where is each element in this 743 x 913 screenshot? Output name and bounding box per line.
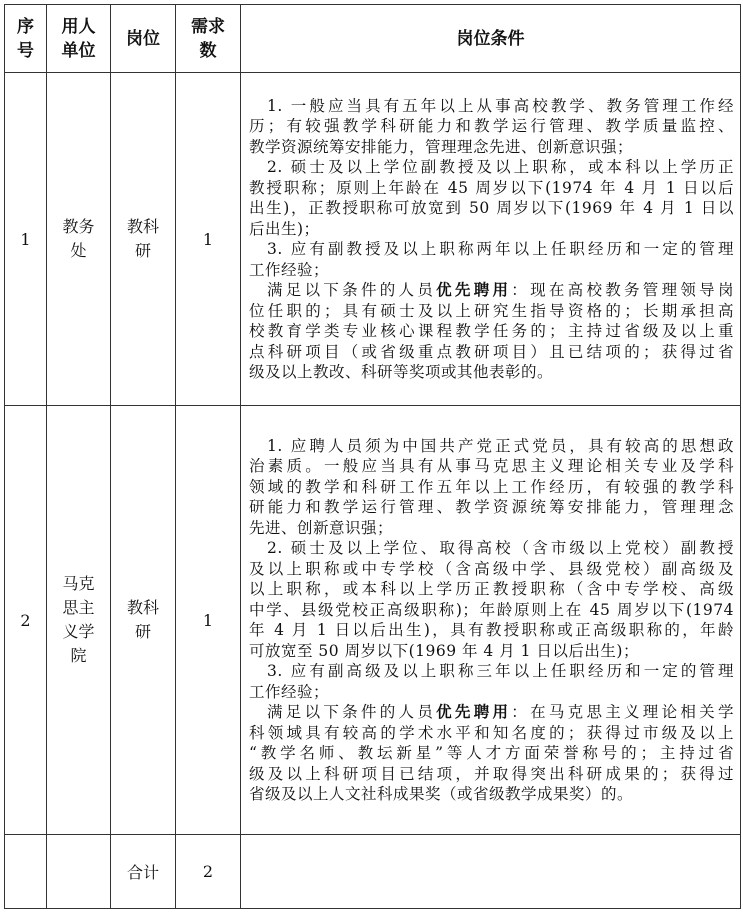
header-unit	[47, 5, 111, 73]
post-text: 研	[134, 622, 151, 641]
condition-line	[249, 362, 734, 383]
condition-text: 满足以下条件的人员	[267, 703, 437, 721]
header-post: 岗位	[111, 5, 176, 73]
cell-no: 2	[5, 406, 47, 835]
total-label: 合计	[111, 835, 176, 909]
condition-line	[249, 559, 734, 580]
cell-conditions	[241, 73, 741, 406]
condition-line	[249, 518, 734, 539]
condition-text: 后出生)；	[249, 219, 320, 238]
condition-line	[249, 764, 734, 785]
cell-empty	[5, 835, 47, 909]
condition-text: 级及以上教改、科研等奖项或其他表彰的。	[249, 363, 554, 381]
condition-line	[249, 682, 734, 703]
condition-line	[249, 579, 734, 600]
condition-text: 教学资源统筹安排能力，管理理念先进、创新意识强；	[249, 137, 634, 156]
condition-text: 1. 应聘人员须为中国共产党正式党员，具有较高的思想政	[267, 436, 734, 455]
condition-text: 研能力和教学运行管理、教学资源统筹安排能力，管理理念	[249, 498, 734, 516]
header-row	[5, 5, 741, 73]
condition-text: 级及以上科研项目已结项，并取得突出科研成果的；获得过	[249, 764, 734, 783]
condition-line	[249, 157, 734, 178]
cell-unit	[47, 406, 111, 835]
condition-text: ：在马克思主义理论相关学	[511, 703, 734, 721]
condition-line	[249, 280, 734, 301]
cell-empty	[241, 835, 741, 909]
condition-text: 治素质。一般应当具有从事马克思主义理论相关专业及学科	[249, 457, 734, 475]
condition-line	[249, 641, 734, 662]
condition-line	[249, 137, 734, 158]
condition-line	[249, 219, 734, 240]
condition-text: 满足以下条件的人员	[267, 281, 437, 299]
condition-text: 工作经验；	[249, 260, 330, 279]
header-no	[5, 5, 47, 73]
condition-text: 2. 硕士及以上学位副教授及以上职称，或本科以上学历正	[267, 158, 734, 176]
condition-text: 科领域具有较高的学术水平和知名度的；获得过市级及以上	[249, 723, 734, 742]
condition-text: 工作经验；	[249, 682, 330, 701]
table-row	[5, 406, 741, 835]
condition-line	[249, 96, 734, 117]
condition-line	[249, 116, 734, 137]
condition-text: 及以上职称或中专学校（含高级中学、县级党校）副高级及	[249, 559, 734, 578]
condition-text: 3. 应有副教授及以上职称两年以上任职经历和一定的管理	[267, 240, 734, 258]
table-row	[5, 73, 741, 406]
header-text: 序	[17, 16, 34, 37]
condition-text: 2. 硕士及以上学位、取得高校（含市级以上党校）副教授	[267, 539, 734, 557]
post-text: 教科	[126, 598, 159, 617]
condition-text: 可放宽至 50 周岁以下(1969 年 4 月 1 日以后出生)；	[249, 641, 639, 660]
condition-line	[249, 260, 734, 281]
total-row	[5, 835, 741, 909]
condition-text: 领域的教学和科研工作五年以上工作经历，有较强的教学科	[249, 477, 734, 496]
priority-hire-emphasis: 优先聘用	[436, 280, 512, 299]
unit-text: 处	[70, 241, 87, 260]
condition-line	[249, 497, 734, 518]
condition-text: 以上职称，或本科以上学历正教授职称（含中专学校、高级	[249, 580, 734, 598]
condition-line	[249, 661, 734, 682]
total-count: 2	[176, 835, 241, 909]
header-text: 数	[199, 40, 217, 61]
condition-text: 中学、县级党校正高级职称)；年龄原则上在 45 周岁以下(1974	[249, 600, 734, 619]
condition-text: 出生)，正教授职称可放宽到 50 周岁以下(1969 年 4 月 1 日以	[249, 199, 734, 217]
condition-line	[249, 321, 734, 342]
condition-text: 历；有较强教学科研能力和教学运行管理、教学质量监控、	[249, 117, 734, 135]
condition-text: 年 4 月 1 日以后出生)，具有教授职称或正高级职称的，年龄	[249, 621, 734, 639]
cell-post	[111, 406, 176, 835]
header-text: 单位	[61, 40, 96, 61]
post-text: 研	[134, 241, 151, 260]
cell-unit	[47, 73, 111, 406]
priority-hire-emphasis: 优先聘用	[436, 702, 512, 721]
unit-text: 院	[70, 646, 87, 665]
unit-text: 马克	[62, 574, 95, 593]
condition-line	[249, 342, 734, 363]
condition-line	[249, 301, 734, 322]
cell-count: 1	[176, 73, 241, 406]
condition-line	[249, 702, 734, 723]
condition-line	[249, 600, 734, 621]
condition-line	[249, 743, 734, 764]
condition-line	[249, 538, 734, 559]
cell-empty	[47, 835, 111, 909]
unit-text: 教务	[62, 217, 95, 236]
condition-line	[249, 620, 734, 641]
header-text: 号	[17, 40, 34, 61]
condition-line	[249, 784, 734, 805]
condition-line	[249, 723, 734, 744]
condition-text: 1. 一般应当具有五年以上从事高校教学、教务管理工作经	[267, 96, 734, 115]
cell-post	[111, 73, 176, 406]
header-conditions: 岗位条件	[241, 5, 741, 73]
condition-text: 点科研项目（或省级重点教研项目）且已结项的；获得过省	[249, 342, 734, 361]
condition-line	[249, 239, 734, 260]
recruitment-table	[4, 4, 741, 909]
condition-text: 省级及以上人文社科成果奖（或省级教学成果奖）的。	[249, 785, 634, 803]
condition-text: 教授职称；原则上年龄在 45 周岁以下(1974 年 4 月 1 日以后	[249, 178, 734, 197]
unit-text: 义学	[62, 622, 95, 641]
condition-line	[249, 456, 734, 477]
cell-count: 1	[176, 406, 241, 835]
header-text: 用人	[61, 16, 96, 37]
condition-line	[249, 178, 734, 199]
condition-line	[249, 198, 734, 219]
cell-no: 1	[5, 73, 47, 406]
condition-text: 先进、创新意识强；	[249, 518, 394, 537]
cell-conditions	[241, 406, 741, 835]
condition-line	[249, 436, 734, 457]
condition-text: “教学名师、教坛新星”等人才方面荣誉称号的；主持过省	[249, 744, 734, 762]
unit-text: 思主	[62, 598, 95, 617]
condition-text: ：现在高校教务管理领导岗	[511, 281, 734, 299]
condition-text: 校教育学类专业核心课程教学任务的；主持过省级及以上重	[249, 322, 734, 340]
post-text: 教科	[126, 217, 159, 236]
condition-text: 3. 应有副高级及以上职称三年以上任职经历和一定的管理	[267, 662, 734, 680]
header-count	[176, 5, 241, 73]
condition-text: 位任职的；具有硕士及以上研究生指导资格的；长期承担高	[249, 301, 734, 320]
header-text: 需求	[191, 16, 225, 37]
condition-line	[249, 477, 734, 498]
